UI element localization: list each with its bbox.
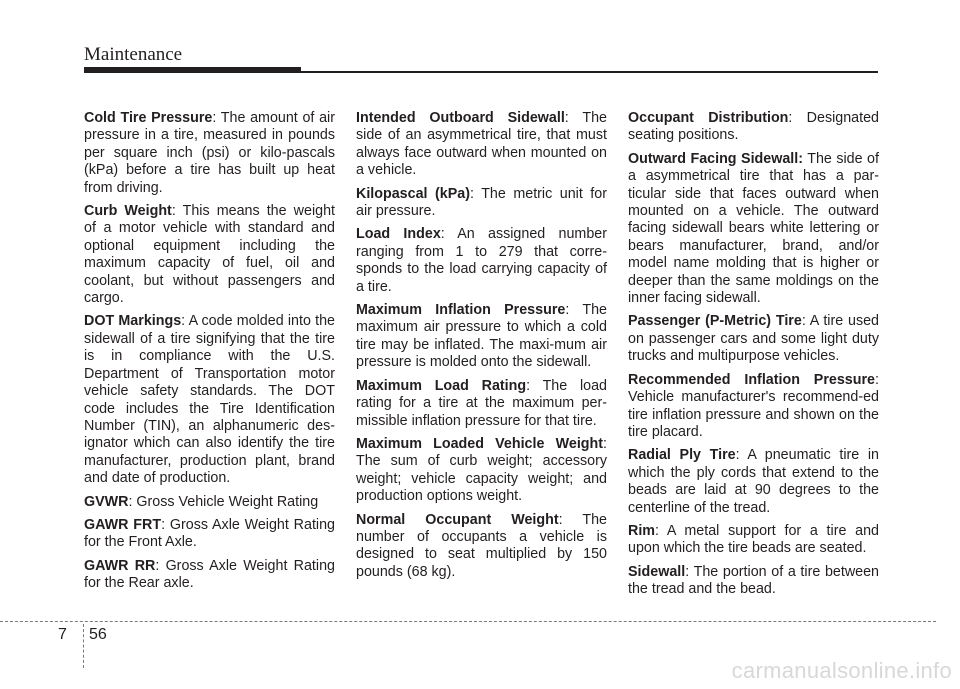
glossary-entry [84, 494, 335, 511]
footer-dashed-rule [0, 621, 936, 622]
footer-dashed-divider [83, 624, 84, 668]
entry-term: Cold Tire Pressure [84, 110, 213, 126]
entry-definition: : Gross Vehicle Weight Rating [128, 493, 319, 510]
entry-definition: : Vehicle manufacturer's recommend-ed tire inflation pressure and shown on the tire placard. [628, 371, 879, 440]
glossary-entry [356, 512, 607, 582]
entry-term: Passenger (P-Metric) Tire [628, 313, 802, 330]
entry-definition: : The metric unit for air pressure. [356, 185, 607, 220]
glossary-entry [356, 436, 607, 506]
glossary-entry [84, 110, 335, 197]
entry-term: Maximum Inflation Pressure [356, 302, 566, 319]
glossary-entry [356, 226, 607, 296]
entry-term: Rim [628, 522, 656, 539]
entry-term: Kilopascal (kPa) [356, 185, 470, 202]
entry-term: Outward Facing Sidewall: [628, 150, 803, 167]
entry-term: Intended Outboard Sidewall [356, 110, 565, 126]
page-number: 56 [89, 626, 107, 643]
entry-term: Maximum Loaded Vehicle Weight [356, 435, 604, 452]
column-3 [628, 110, 879, 605]
glossary-entry [84, 203, 335, 307]
column-2 [356, 110, 607, 587]
glossary-entry [356, 186, 607, 221]
entry-definition: : A code molded into the sidewall of a tire signifying that the tire is in compliance with the U.S. Department of Transportation motor vehicle safety standards. The DOT code includes the Tire Identification Number (TIN), an alphanumeric des-ignator which can also identify the tire manufacturer, production plant, brand and date of production. [84, 313, 336, 487]
entry-definition: : The number of occupants a vehicle is designed to seat multiplied by 150 pounds (68 kg). [356, 511, 607, 580]
entry-definition: : The amount of air pressure in a tire, measured in pounds per square inch (psi) or kilo-pascals (kPa) before a tire has built up heat from driving. [84, 110, 335, 196]
glossary-entry [84, 313, 335, 487]
entry-term: Recommended Inflation Pressure [628, 371, 876, 388]
watermark-text: carmanualsonline.info [731, 658, 952, 683]
entry-definition: : Designated seating positions. [628, 110, 879, 144]
entry-term: Maximum Load Rating [356, 377, 527, 394]
column-1 [84, 110, 335, 599]
glossary-entry [356, 110, 607, 180]
glossary-entry [628, 313, 879, 365]
glossary-entry [628, 523, 879, 558]
entry-definition: : The load rating for a tire at the maximum per-missible inflation pressure for that tire. [356, 377, 607, 429]
entry-definition: The side of a asymmetrical tire that has a par-ticular side that faces outward when mounted on a vehicle. The outward facing sidewall bears white lettering or bears manufacturer, brand, and/or model name molding that is higher or deeper than the same moldings on the inner facing sidewall. [628, 150, 879, 307]
entry-term: Occupant Distribution [628, 110, 789, 126]
page-header-title: Maintenance [84, 44, 183, 65]
entry-definition: : A tire used on passenger cars and some light duty trucks and multipurpose vehicles. [628, 313, 879, 365]
glossary-entry [628, 110, 879, 145]
entry-definition: : The maximum air pressure to which a cold tire may be inflated. The maxi-mum air pressure is molded onto the sidewall. [356, 302, 607, 371]
glossary-entry [84, 558, 335, 593]
glossary-entry [628, 372, 879, 442]
entry-definition: : Gross Axle Weight Rating for the Rear axle. [84, 557, 335, 592]
entry-term: Load Index [356, 226, 441, 243]
entry-term: GAWR RR [84, 557, 156, 574]
glossary-entry [628, 151, 879, 308]
entry-definition: : The side of an asymmetrical tire, that must always face outward when mounted on a vehicle. [356, 110, 607, 179]
entry-definition: : This means the weight of a motor vehicle with standard and optional equipment including the maximum capacity of fuel, oil and coolant, but without passengers and cargo. [84, 203, 335, 307]
entry-definition: : Gross Axle Weight Rating for the Front Axle. [84, 516, 335, 551]
entry-term: Curb Weight [84, 203, 172, 220]
entry-term: Sidewall [628, 563, 686, 580]
glossary-entry [628, 564, 879, 599]
entry-term: DOT Markings [84, 313, 182, 330]
glossary-entry [356, 378, 607, 430]
header-rule-thin [84, 71, 878, 73]
entry-term: Radial Ply Tire [628, 447, 736, 464]
entry-term: GVWR [84, 493, 129, 510]
glossary-entry [356, 302, 607, 372]
glossary-entry [84, 517, 335, 552]
entry-term: GAWR FRT [84, 516, 162, 533]
entry-definition: : A pneumatic tire in which the ply cords that extend to the beads are laid at 90 degrees to the centerline of the tread. [628, 447, 879, 516]
glossary-entry [628, 447, 879, 517]
entry-definition: : A metal support for a tire and upon which the tire beads are seated. [628, 522, 879, 557]
entry-term: Normal Occupant Weight [356, 511, 559, 528]
entry-definition: : The portion of a tire between the tread and the bead. [628, 563, 879, 598]
entry-definition: : An assigned number ranging from 1 to 279 that corre-sponds to the load carrying capacity of a tire. [356, 226, 607, 295]
chapter-number: 7 [58, 626, 67, 643]
entry-definition: : The sum of curb weight; accessory weight; vehicle capacity weight; and production options weight. [356, 435, 607, 505]
